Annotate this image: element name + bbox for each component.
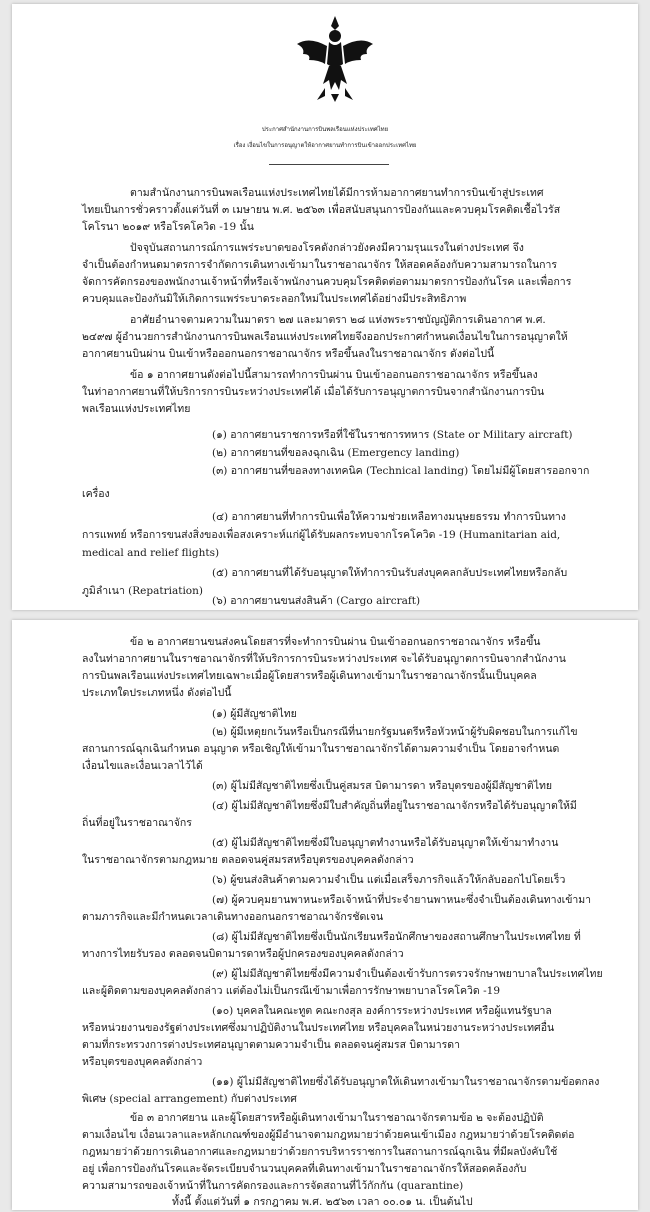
paragraph-line: จำเป็นต้องกำหนดมาตรการจำกัดการเดินทางเข้ามาในราชอาณาจักร ให้สอดคล้องกับความสามารถในการ xyxy=(82,259,558,271)
paragraph-line: ปัจจุบันสถานการณ์การแพร่ระบาดของโรคดังกล่าวยังคงมีความรุนแรงในต่างประเทศ จึง xyxy=(130,242,524,254)
effective-date: ทั้งนี้ ตั้งแต่วันที่ ๑ กรกฎาคม พ.ศ. ๒๕๖๓ เวลา ๐๐.๐๑ น. เป็นต้นไป xyxy=(172,1196,473,1208)
list-item: หรือบุตรของบุคคลดังกล่าว xyxy=(82,1056,203,1068)
clause-2-line: ข้อ ๒ อากาศยานขนส่งคนโดยสารที่จะทำการบินผ่าน บินเข้าออกนอกราชอาณาจักร หรือขึ้น xyxy=(130,636,541,648)
title-divider xyxy=(269,164,389,165)
paragraph-line: ๒๔๙๗ ผู้อำนวยการสำนักงานการบินพลเรือนแห่งประเทศไทยจึงออกประกาศกำหนดเงื่อนไขในการอนุญาตให้ xyxy=(82,331,568,343)
list-item: เครื่อง xyxy=(82,488,110,500)
document-page-2 xyxy=(12,620,638,1210)
paragraph-line: โคโรนา ๒๐๑๙ หรือโรคโควิด -19 นั้น xyxy=(82,221,254,233)
list-item: (๔) อากาศยานที่ทำการบินเพื่อให้ความช่วยเหลือทางมนุษยธรรม ทำการบินทาง xyxy=(212,511,566,523)
list-item: พิเศษ (special arrangement) กับต่างประเทศ xyxy=(82,1093,297,1105)
clause-1-line: ในท่าอากาศยานที่ให้บริการการบินระหว่างประเทศได้ เมื่อได้รับการอนุญาตการบินจากสำนักงานการบิน xyxy=(82,386,545,398)
clause-2-line: ลงในท่าอากาศยานในราชอาณาจักรที่ให้บริการการบินระหว่างประเทศ จะได้รับอนุญาตการบินจากสำนักงาน xyxy=(82,653,566,665)
garuda-emblem-icon xyxy=(295,14,375,104)
paragraph-line: ไทยเป็นการชั่วคราวตั้งแต่วันที่ ๓ เมษายน พ.ศ. ๒๕๖๓ เพื่อสนับสนุนการป้องกันและควบคุมโรคติดเชื้อไวรัส xyxy=(82,204,561,216)
list-item: ในราชอาณาจักรตามกฎหมาย ตลอดจนคู่สมรสหรือบุตรของบุคคลดังกล่าว xyxy=(82,854,414,866)
list-item: (๓) อากาศยานที่ขอลงทางเทคนิค (Technical landing) โดยไม่มีผู้โดยสารออกจาก xyxy=(212,465,590,477)
list-item: (๙) ผู้ไม่มีสัญชาติไทยซึ่งมีความจำเป็นต้องเข้ารับการตรวจรักษาพยาบาลในประเทศไทย xyxy=(212,968,603,980)
clause-3-line: ตามเงื่อนไข เงื่อนเวลาและหลักเกณฑ์ของผู้มีอำนาจตามกฎหมายว่าด้วยคนเข้าเมือง กฎหมายว่าด้วยโรคติดต่อ xyxy=(82,1129,575,1141)
list-item: (๔) ผู้ไม่มีสัญชาติไทยซึ่งมีใบสำคัญถิ่นที่อยู่ในราชอาณาจักรหรือได้รับอนุญาตให้มี xyxy=(212,800,577,812)
clause-3-line: ความสามารถของเจ้าหน้าที่ในการคัดกรองและการจัดสถานที่ไว้กักกัน (quarantine) xyxy=(82,1180,464,1192)
list-item: (๖) ผู้ขนส่งสินค้าตามความจำเป็น แต่เมื่อเสร็จภารกิจแล้วให้กลับออกไปโดยเร็ว xyxy=(212,874,566,886)
list-item: หรือหน่วยงานของรัฐต่างประเทศซึ่งมาปฏิบัติงานในประเทศไทย หรือบุคคลในหน่วยงานระหว่างประเทศอื่น xyxy=(82,1022,555,1034)
list-item: และผู้ติดตามของบุคคลดังกล่าว แต่ต้องไม่เป็นกรณีเข้ามาเพื่อการรักษาพยาบาลโรคโควิด -19 xyxy=(82,985,501,997)
list-item: (๓) ผู้ไม่มีสัญชาติไทยซึ่งเป็นคู่สมรส บิดามารดา หรือบุตรของผู้มีสัญชาติไทย xyxy=(212,780,553,792)
list-item: (๖) อากาศยานขนส่งสินค้า (Cargo aircraft) xyxy=(212,595,421,607)
list-item: ตามที่กระทรวงการต่างประเทศอนุญาตตามความจำเป็น ตลอดจนคู่สมรส บิดามารดา xyxy=(82,1039,460,1051)
list-item: (๒) ผู้มีเหตุยกเว้นหรือเป็นกรณีที่นายกรัฐมนตรีหรือหัวหน้าผู้รับผิดชอบในการแก้ไข xyxy=(212,726,578,738)
clause-3-line: อยู่ เพื่อการป้องกันโรคและจัดระเบียบจำนวนบุคคลที่เดินทางเข้ามาในราชอาณาจักรให้สอดคล้องกับ xyxy=(82,1163,527,1175)
list-item: สถานการณ์ฉุกเฉินกำหนด อนุญาต หรือเชิญให้เข้ามาในราชอาณาจักรได้ตามความจำเป็น โดยอาจกำหนด xyxy=(82,743,560,755)
document-title: ประกาศสำนักงานการบินพลเรือนแห่งประเทศไทย xyxy=(261,126,389,133)
list-item: ตามภารกิจและมีกำหนดเวลาเดินทางออกนอกราชอาณาจักรชัดเจน xyxy=(82,911,384,923)
list-item: (๑) ผู้มีสัญชาติไทย xyxy=(212,708,297,720)
clause-1-line: พลเรือนแห่งประเทศไทย xyxy=(82,403,191,415)
list-item: (๕) ผู้ไม่มีสัญชาติไทยซึ่งมีใบอนุญาตทำงานหรือได้รับอนุญาตให้เข้ามาทำงาน xyxy=(212,837,559,849)
paragraph-line: อากาศยานบินผ่าน บินเข้าหรือออกนอกราชอาณาจักร หรือขึ้นลงในราชอาณาจักร ดังต่อไปนี้ xyxy=(82,348,495,360)
paragraph-line: จัดการคัดกรองของพนักงานเจ้าหน้าที่หรือเจ้าพนักงานควบคุมโรคติดต่อตามมาตรการป้องกันโรค และเพื่อการ xyxy=(82,276,572,288)
clause-3-line: ข้อ ๓ อากาศยาน และผู้โดยสารหรือผู้เดินทางเข้ามาในราชอาณาจักรตามข้อ ๒ จะต้องปฏิบัติ xyxy=(130,1112,544,1124)
document-page-1 xyxy=(12,4,638,610)
list-item: ทางการไทยรับรอง ตลอดจนบิดามารดาหรือผู้ปกครองของบุคคลดังกล่าว xyxy=(82,948,404,960)
list-item: (๑๑) ผู้ไม่มีสัญชาติไทยซึ่งได้รับอนุญาตให้เดินทางเข้ามาในราชอาณาจักรตามข้อตกลง xyxy=(212,1076,600,1088)
list-item: ถิ่นที่อยู่ในราชอาณาจักร xyxy=(82,817,192,829)
clause-2-line: การบินพลเรือนแห่งประเทศไทยเฉพาะเมื่อผู้โดยสารหรือผู้เดินทางเข้ามาในราชอาณาจักรนั้นเป็นบุคคล xyxy=(82,670,537,682)
paragraph-line: ควบคุมและป้องกันมิให้เกิดการแพร่ระบาดระลอกใหม่ในประเทศได้อย่างมีประสิทธิภาพ xyxy=(82,293,467,305)
list-item: (๗) ผู้ควบคุมยานพาหนะหรือเจ้าหน้าที่ประจำยานพาหนะซึ่งจำเป็นต้องเดินทางเข้ามา xyxy=(212,894,592,906)
list-item: (๘) ผู้ไม่มีสัญชาติไทยซึ่งเป็นนักเรียนหรือนักศึกษาของสถานศึกษาในประเทศไทย ที่ xyxy=(212,931,581,943)
paragraph-line: อาศัยอำนาจตามความในมาตรา ๒๗ และมาตรา ๒๘ แห่งพระราชบัญญัติการเดินอากาศ พ.ศ. xyxy=(130,314,546,326)
clause-1-line: ข้อ ๑ อากาศยานดังต่อไปนี้สามารถทำการบินผ่าน บินเข้าออกนอกราชอาณาจักร หรือขึ้นลง xyxy=(130,369,538,381)
list-item: ภูมิลำเนา (Repatriation) xyxy=(82,585,203,597)
list-item: (๒) อากาศยานที่ขอลงฉุกเฉิน (Emergency landing) xyxy=(212,447,460,459)
list-item: การแพทย์ หรือการขนส่งสิ่งของเพื่อสงเคราะห์แก่ผู้ได้รับผลกระทบจากโรคโควิด -19 (Humanitarian aid, xyxy=(82,529,561,541)
clause-2-line: ประเภทใดประเภทหนึ่ง ดังต่อไปนี้ xyxy=(82,687,232,699)
paragraph-line: ตามสำนักงานการบินพลเรือนแห่งประเทศไทยได้มีการห้ามอากาศยานทำการบินเข้าสู่ประเทศ xyxy=(130,187,544,199)
list-item: (๕) อากาศยานที่ได้รับอนุญาตให้ทำการบินรับส่งบุคคลกลับประเทศไทยหรือกลับ xyxy=(212,567,568,579)
list-item: (๑๐) บุคคลในคณะทูต คณะกงสุล องค์การระหว่างประเทศ หรือผู้แทนรัฐบาล xyxy=(212,1005,552,1017)
clause-3-line: กฎหมายว่าด้วยการเดินอากาศและกฎหมายว่าด้วยการบริหารราชการในสถานการณ์ฉุกเฉิน ที่มีผลบังคับใช้ xyxy=(82,1146,558,1158)
list-item: (๑) อากาศยานราชการหรือที่ใช้ในราชการทหาร (State or Military aircraft) xyxy=(212,429,573,441)
document-subject: เรื่อง เงื่อนไขในการอนุญาตให้อากาศยานทำการบินเข้าออกประเทศไทย xyxy=(233,142,417,149)
list-item: เงื่อนไขและเงื่อนเวลาไว้ได้ xyxy=(82,760,203,772)
list-item: medical and relief flights) xyxy=(82,547,220,559)
